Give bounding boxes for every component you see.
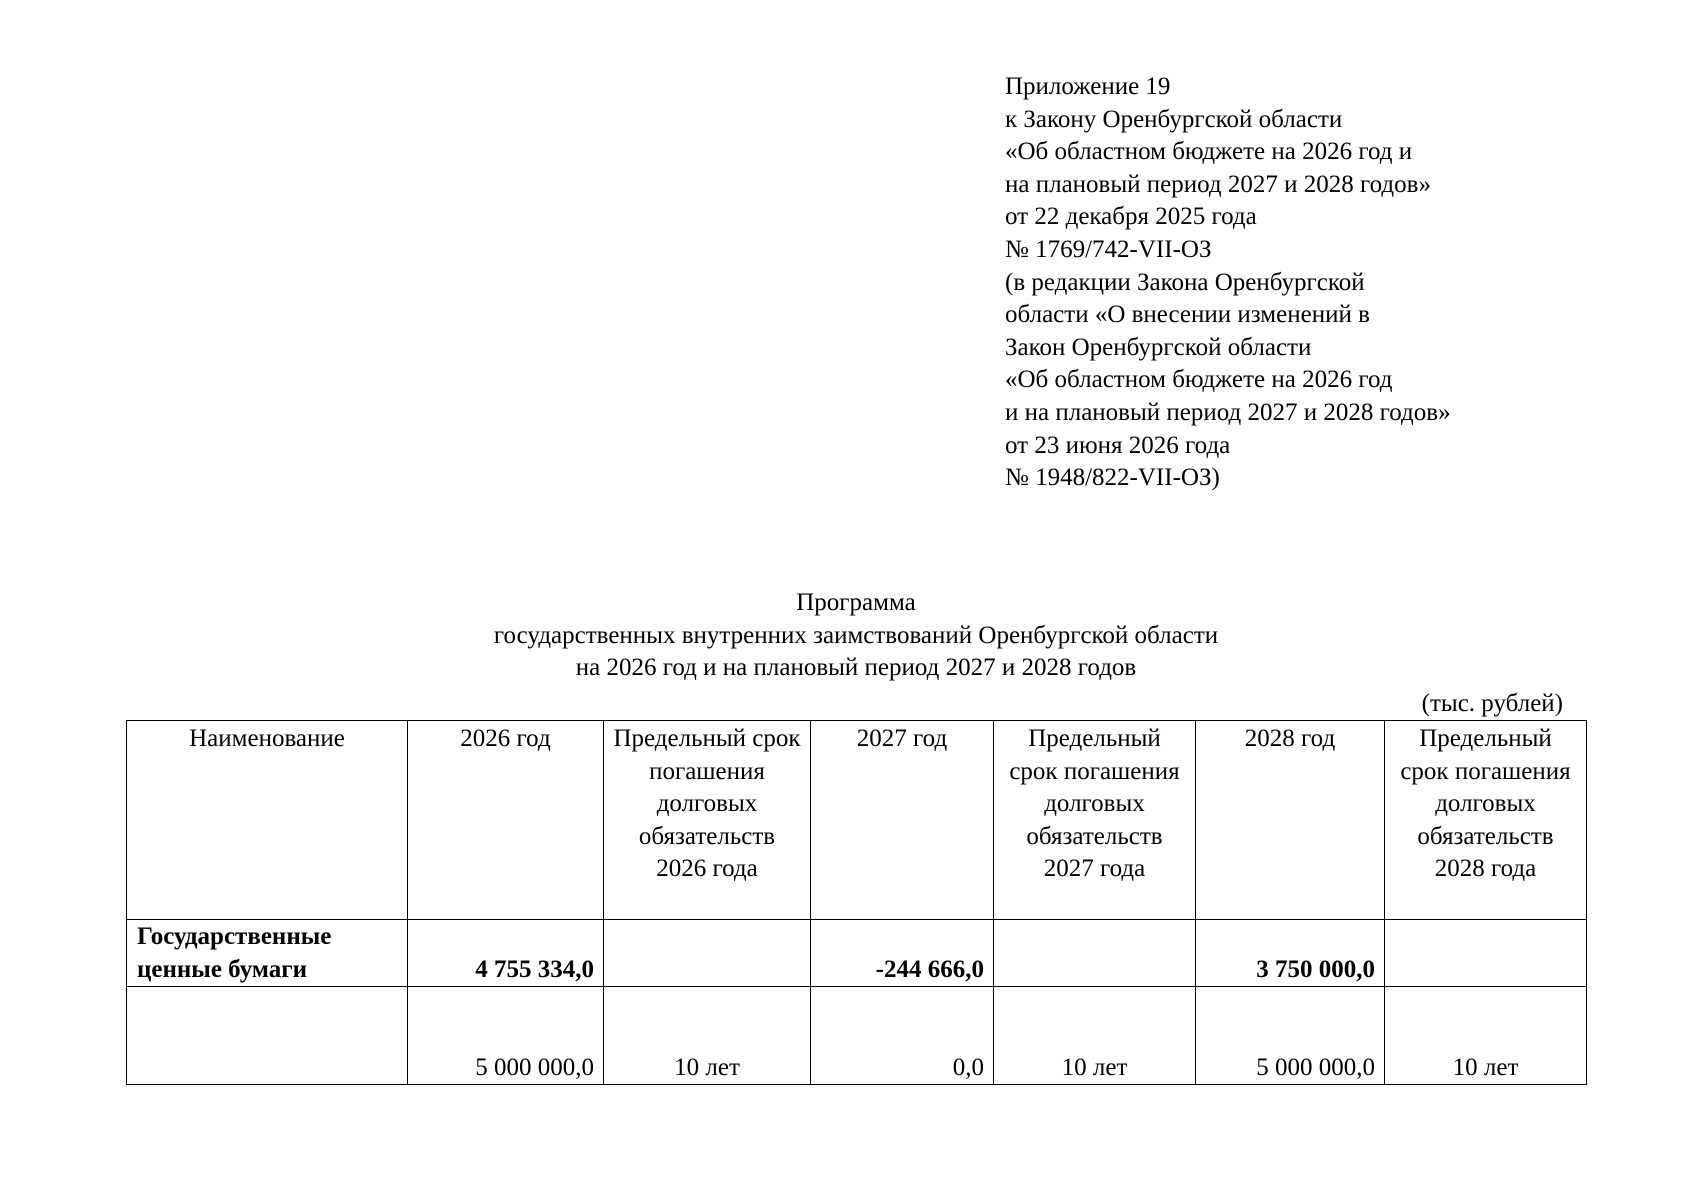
appendix-line: к Закону Оренбургской области [1005, 105, 1343, 133]
header-term-2026: Предельный срок погашения долговых обязательств 2026 года [604, 721, 811, 920]
cell-term-2028 [1385, 920, 1587, 987]
appendix-line: от 22 декабря 2025 года [1005, 203, 1257, 231]
header-name: Наименование [127, 721, 408, 920]
appendix-line: «Об областном бюджете на 2026 год [1005, 366, 1393, 394]
appendix-line: Закон Оренбургской области [1005, 333, 1312, 361]
borrowing-program-table [126, 720, 1587, 1085]
appendix-line: на плановый период 2027 и 2028 годов» [1005, 170, 1431, 198]
header-2026: 2026 год [408, 721, 604, 920]
appendix-reference-block [1005, 71, 1451, 495]
cell-2026: 5 000 000,0 [408, 987, 604, 1085]
cell-name: Государственные ценные бумаги [127, 920, 408, 987]
cell-term-2028: 10 лет [1385, 987, 1587, 1085]
table-row [127, 920, 1587, 987]
cell-2027: 0,0 [811, 987, 994, 1085]
header-term-2027: Предельный срок погашения долговых обязательств 2027 года [994, 721, 1196, 920]
appendix-line: «Об областном бюджете на 2026 год и [1005, 138, 1413, 166]
table-row [127, 987, 1587, 1085]
header-2027: 2027 год [811, 721, 994, 920]
appendix-line: Приложение 19 [1005, 73, 1171, 100]
header-2028: 2028 год [1196, 721, 1385, 920]
appendix-line: (в редакции Закона Оренбургской [1005, 268, 1365, 296]
cell-2026: 4 755 334,0 [408, 920, 604, 987]
appendix-line: области «О внесении изменений в [1005, 301, 1370, 329]
appendix-line: от 23 июня 2026 года [1005, 431, 1231, 459]
document-title [126, 587, 1586, 685]
cell-term-2027: 10 лет [994, 987, 1196, 1085]
appendix-line: и на плановый период 2027 и 2028 годов» [1005, 398, 1451, 426]
table-header-row [127, 721, 1587, 920]
cell-term-2027 [994, 920, 1196, 987]
title-line-2: государственных внутренних заимствований Оренбургской области [493, 621, 1219, 649]
title-line-1: Программа [796, 589, 916, 616]
header-term-2028: Предельный срок погашения долговых обязательств 2028 года [1385, 721, 1587, 920]
cell-term-2026 [604, 920, 811, 987]
appendix-line: № 1948/822-VII-ОЗ) [1005, 464, 1220, 492]
cell-2027: -244 666,0 [811, 920, 994, 987]
cell-2028: 5 000 000,0 [1196, 987, 1385, 1085]
appendix-line: № 1769/742-VII-ОЗ [1005, 235, 1212, 263]
cell-term-2026: 10 лет [604, 987, 811, 1085]
cell-name [127, 987, 408, 1085]
cell-2028: 3 750 000,0 [1196, 920, 1385, 987]
units-label: (тыс. рублей) [1421, 690, 1563, 717]
title-line-3: на 2026 год и на плановый период 2027 и 2028 годов [575, 654, 1137, 681]
